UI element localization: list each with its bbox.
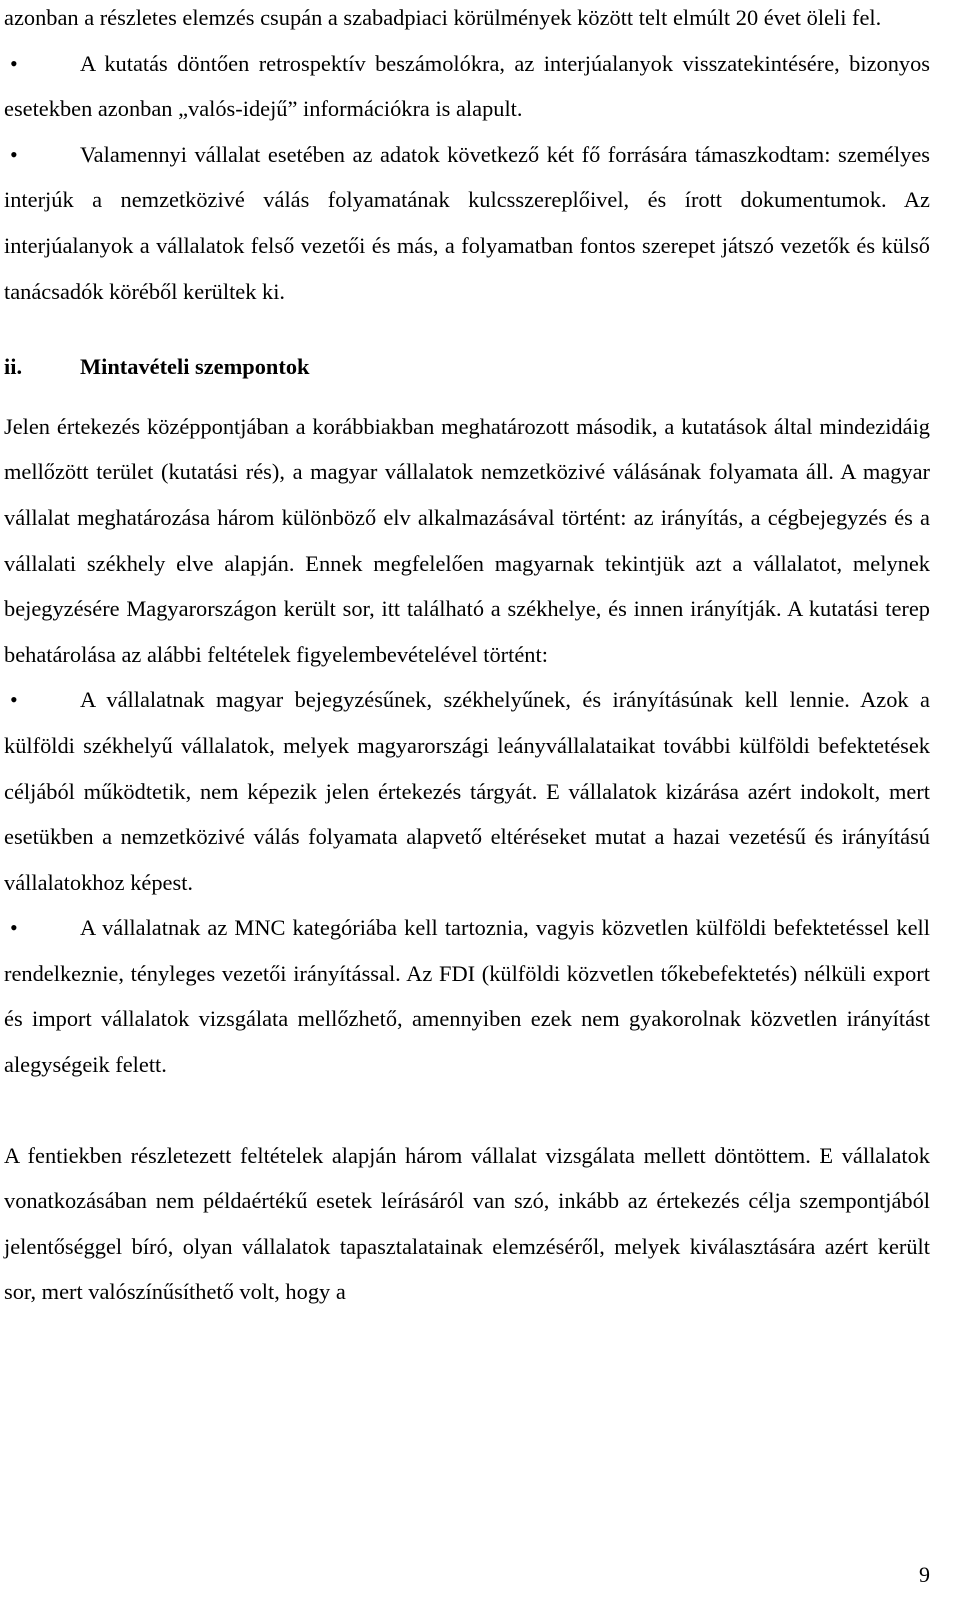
bullet-item-retrospective [4,41,930,132]
bullet-text: A vállalatnak az MNC kategóriába kell tartoznia, vagyis közvetlen külföldi befektetéssel kell rendelkeznie, tényleges vezetői irányítással. Az FDI (külföldi közvetlen tőkebefektetés) nélküli export és import vállalatok vizsgálata mellőzhető, amennyiben ezek nem gyakorolnak közvetlen irányítást alegységeik felett. [4,915,930,1078]
bullet-text: Valamennyi vállalat esetében az adatok következő két fő forrására támaszkodtam: személyes interjúk a nemzetközivé válás folyamatának kulcsszereplőivel, és írott dokumentumok. Az interjúalanyok a vállalatok felső vezetői és más, a folyamatban fontos szerepet játszó vezetők és külső tanácsadók köréből kerültek ki. [4,141,930,304]
section-heading [4,344,930,390]
section-title: Mintavételi szempontok [80,354,310,380]
bullet-text: A kutatás döntően retrospektív beszámolókra, az interjúalanyok visszatekintésére, bizonyos esetekben azonban „valós-idejű” információkra is alapult. [4,50,930,122]
bullet-item-mnc [4,905,930,1087]
bullet-item-hungarian [4,677,930,905]
paragraph-final: A fentiekben részletezett feltételek alapján három vállalat vizsgálata mellett döntöttem. E vállalatok vonatkozásában nem példaértékű esetek leírásáról van szó, inkább az értekezés célja szempontjából jelentőséggel bíró, olyan vállalatok tapasztalatainak elemzéséről, melyek kiválasztására azért került sor, mert valószínűsíthető volt, hogy a [4,1142,930,1305]
bullet-icon: • [10,687,18,713]
document-page [4,0,930,1315]
page-number: 9 [919,1562,930,1587]
bullet-icon: • [10,50,18,76]
bullet-icon: • [10,141,18,167]
bullet-icon: • [10,915,18,941]
paragraph-gap [4,1088,930,1133]
paragraph-intro: azonban a részletes elemzés csupán a szabadpiaci körülmények között telt elmúlt 20 évet öleli fel. [4,5,882,30]
paragraph-sampling: Jelen értekezés középpontjában a korábbiakban meghatározott második, a kutatások által mindezidáig mellőzött terület (kutatási rés), a magyar vállalatok nemzetközivé válásának folyamata áll. A magyar vállalat meghatározása három különböző elv alkalmazásával történt: az irányítás, a cégbejegyzés és a vállalati székhely elve alapján. Ennek megfelelően magyarnak tekintjük azt a vállalatot, melynek bejegyzésére Magyarországon került sor, itt található a székhelye, és innen irányítják. A kutatási terep behatárolása az alábbi feltételek figyelembevételével történt: [4,413,930,667]
bullet-item-sources [4,132,930,314]
bullet-text: A vállalatnak magyar bejegyzésűnek, székhelyűnek, és irányításúnak kell lennie. Azok a külföldi székhelyű vállalatok, melyek magyarországi leányvállalataikat további külföldi befektetések céljából működtetik, nem képezik jelen értekezés tárgyát. E vállalatok kizárása azért indokolt, mert esetükben a nemzetközivé válás folyamata alapvető eltéréseket mutat a hazai vezetésű és irányítású vállalatokhoz képest. [4,687,930,895]
section-number: ii. [4,354,23,380]
